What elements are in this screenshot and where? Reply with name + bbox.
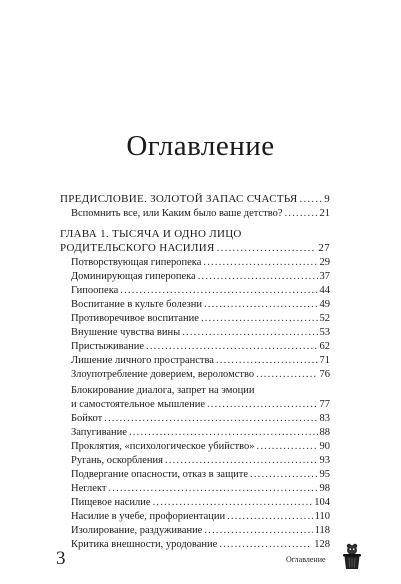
toc-entry-label: Гипоопека	[71, 285, 119, 296]
dot-leader	[216, 354, 318, 367]
toc-entry-label: Вспомнить все, или Каким было ваше детство?	[71, 208, 283, 219]
toc-entry	[71, 270, 330, 283]
toc-entry	[71, 398, 330, 411]
dot-leader	[204, 298, 317, 311]
dot-leader	[129, 426, 318, 439]
toc-page-number: 76	[319, 369, 330, 380]
toc-page-number: 29	[319, 257, 330, 268]
toc-page-number: 104	[314, 497, 330, 508]
page-number: 3	[56, 548, 66, 569]
toc-entry-preface	[60, 193, 330, 206]
toc-entry	[71, 312, 330, 325]
toc-page-number: 95	[319, 469, 330, 480]
toc-entry-label: РОДИТЕЛЬСКОГО НАСИЛИЯ	[60, 242, 215, 254]
dot-leader	[182, 326, 317, 339]
toc-entry-label: Подвергание опасности, отказ в защите	[71, 469, 249, 480]
dot-leader	[219, 538, 312, 551]
toc-entry-line1: Блокирование диалога, запрет на эмоции	[71, 385, 255, 396]
dot-leader	[285, 207, 318, 220]
toc-entry-label: ПРЕДИСЛОВИЕ. ЗОЛОТОЙ ЗАПАС СЧАСТЬЯ	[60, 193, 298, 205]
toc-entry	[71, 468, 330, 481]
toc-entry-label: Запугивание	[71, 427, 127, 438]
toc-entry	[71, 496, 330, 509]
running-title: Оглавление	[286, 555, 326, 564]
toc-entry	[71, 440, 330, 453]
toc-entry	[71, 524, 330, 537]
dot-leader	[120, 284, 317, 297]
toc-page-number: 21	[319, 208, 330, 219]
toc-chapter-heading-line1: ГЛАВА 1. ТЫСЯЧА И ОДНО ЛИЦО	[60, 228, 242, 240]
toc-page-number: 37	[319, 271, 330, 282]
bear-in-trashcan-icon	[340, 540, 364, 570]
dot-leader	[104, 412, 317, 425]
dot-leader	[217, 242, 317, 255]
toc-page-number: 90	[319, 441, 330, 452]
toc-entry-label: Бойкот	[71, 413, 103, 424]
toc-entry-label: и самостоятельное мышление	[71, 399, 205, 410]
dot-leader	[165, 454, 317, 467]
toc-entry-label: Ругань, оскорбления	[71, 455, 164, 466]
toc-entry-label: Воспитание в культе болезни	[71, 299, 203, 310]
page-title: Оглавление	[126, 130, 275, 162]
toc-page-number: 71	[319, 355, 330, 366]
toc-entry-label: Внушение чувства вины	[71, 327, 181, 338]
toc-entry-remember	[71, 207, 330, 220]
toc-entry	[71, 426, 330, 439]
toc-entry	[71, 454, 330, 467]
toc-page-number: 83	[319, 413, 330, 424]
dot-leader	[256, 368, 317, 381]
toc-entry-label: Пищевое насилие	[71, 497, 151, 508]
toc-entry	[71, 354, 330, 367]
dot-leader	[201, 312, 318, 325]
toc-page-number: 44	[319, 285, 330, 296]
dot-leader	[207, 398, 318, 411]
dot-leader	[108, 482, 317, 495]
toc-entry-label: Проклятия, «психологическое убийство»	[71, 441, 255, 452]
toc-entry	[71, 510, 330, 523]
toc-entry-label: Изолирование, раздуживание	[71, 525, 203, 536]
toc-page-number: 49	[319, 299, 330, 310]
toc-page-number: 128	[314, 539, 330, 550]
toc-page-number: 88	[319, 427, 330, 438]
toc-page-number: 98	[319, 483, 330, 494]
toc-entry-label: Критика внешности, уродование	[71, 539, 218, 550]
toc-entry	[71, 284, 330, 297]
toc-entry	[71, 340, 330, 353]
toc-page-number: 77	[319, 399, 330, 410]
dot-leader	[203, 256, 317, 269]
toc-entry	[71, 412, 330, 425]
dot-leader	[204, 524, 312, 537]
dot-leader	[300, 193, 323, 206]
toc-entry-chapter-1	[60, 242, 330, 255]
dot-leader	[198, 270, 318, 283]
toc-entry	[71, 256, 330, 269]
toc-entry	[71, 482, 330, 495]
dot-leader	[227, 510, 313, 523]
dot-leader	[250, 468, 317, 481]
toc-page-number: 110	[314, 511, 330, 522]
toc-entry-label: Пристыживание	[71, 341, 145, 352]
toc-page-number: 93	[319, 455, 330, 466]
toc-entry	[71, 368, 330, 381]
toc-entry-label: Доминирующая гиперопека	[71, 271, 196, 282]
toc-page-number: 27	[318, 242, 330, 254]
toc-page-number: 53	[319, 327, 330, 338]
toc-entry-label: Неглект	[71, 483, 107, 494]
toc-page-number: 52	[319, 313, 330, 324]
dot-leader	[146, 340, 317, 353]
toc-entry-label: Противоречивое воспитание	[71, 313, 199, 324]
toc-page-number: 9	[324, 193, 330, 205]
toc-entry-label: Потворствующая гиперопека	[71, 257, 202, 268]
dot-leader	[153, 496, 313, 509]
toc-entry-label: Насилие в учебе, профориентации	[71, 511, 226, 522]
dot-leader	[257, 440, 318, 453]
toc-entry-label: Лишение личного пространства	[71, 355, 214, 366]
toc-page-number: 62	[319, 341, 330, 352]
toc-entry	[71, 298, 330, 311]
toc-entry	[71, 538, 330, 551]
toc-entry	[71, 326, 330, 339]
toc-page-number: 118	[314, 525, 330, 536]
toc-entry-label: Злоупотребление доверием, вероломство	[71, 369, 255, 380]
